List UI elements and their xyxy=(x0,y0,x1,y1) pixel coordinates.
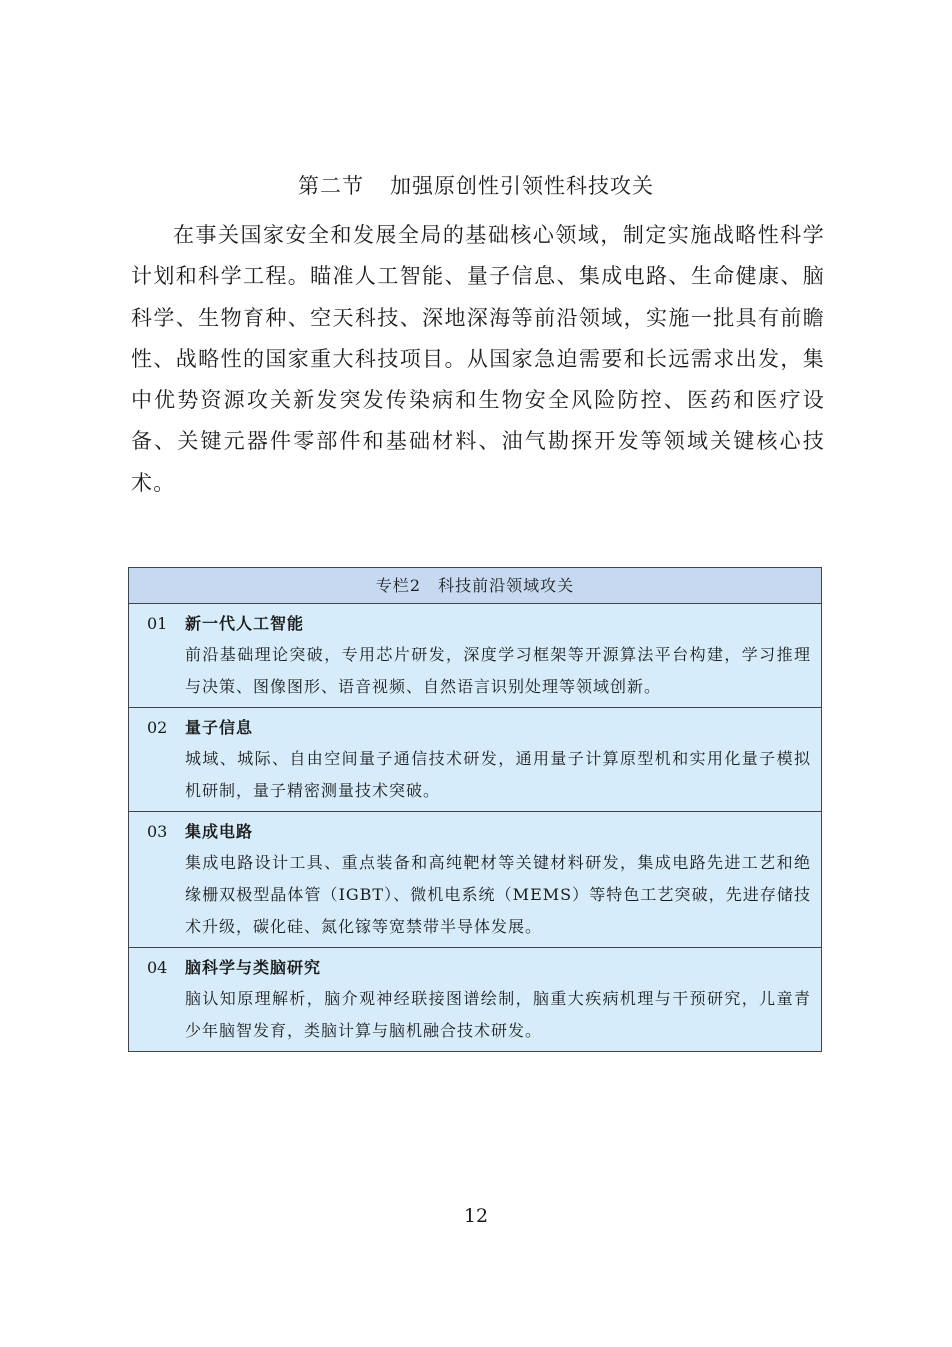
section-title: 加强原创性引领性科技攻关 xyxy=(390,174,654,198)
panel-title: 专栏2 科技前沿领域攻关 xyxy=(129,568,821,604)
item-title: 新一代人工智能 xyxy=(185,614,305,633)
feature-panel xyxy=(128,567,822,1052)
panel-item xyxy=(129,708,821,812)
item-title: 量子信息 xyxy=(185,718,254,737)
section-label: 第二节 xyxy=(298,174,364,198)
item-number: 02 xyxy=(147,718,168,737)
item-number: 01 xyxy=(147,614,168,633)
item-number: 03 xyxy=(147,822,168,841)
item-number: 04 xyxy=(147,958,168,977)
item-description: 前沿基础理论突破，专用芯片研发，深度学习框架等开源算法平台构建，学习推理与决策、图像图形、语音视频、自然语言识别处理等领域创新。 xyxy=(185,645,811,696)
item-title: 脑科学与类脑研究 xyxy=(185,958,322,977)
item-description: 城域、城际、自由空间量子通信技术研发，通用量子计算原型机和实用化量子模拟机研制，量子精密测量技术突破。 xyxy=(185,749,811,800)
item-title: 集成电路 xyxy=(185,822,254,841)
page-number: 12 xyxy=(463,1205,489,1227)
body-paragraph: 在事关国家安全和发展全局的基础核心领域，制定实施战略性科学计划和科学工程。瞄准人工智能、量子信息、集成电路、生命健康、脑科学、生物育种、空天科技、深地深海等前沿领域，实施一批具有前瞻性、战略性的国家重大科技项目。从国家急迫需要和长远需求出发，集中优势资源攻关新发突发传染病和生物安全风险防控、医药和医疗设备、关键元器件零部件和基础材料、油气勘探开发等领域关键核心技术。 xyxy=(131,223,825,495)
section-heading xyxy=(0,170,952,200)
panel-item xyxy=(129,604,821,708)
item-description: 集成电路设计工具、重点装备和高纯靶材等关键材料研发，集成电路先进工艺和绝缘栅双极型晶体管（IGBT）、微机电系统（MEMS）等特色工艺突破，先进存储技术升级，碳化硅、氮化镓等宽禁带半导体发展。 xyxy=(185,853,811,936)
panel-item xyxy=(129,812,821,948)
item-description: 脑认知原理解析，脑介观神经联接图谱绘制，脑重大疾病机理与干预研究，儿童青少年脑智发育，类脑计算与脑机融合技术研发。 xyxy=(185,989,811,1040)
panel-item xyxy=(129,948,821,1051)
